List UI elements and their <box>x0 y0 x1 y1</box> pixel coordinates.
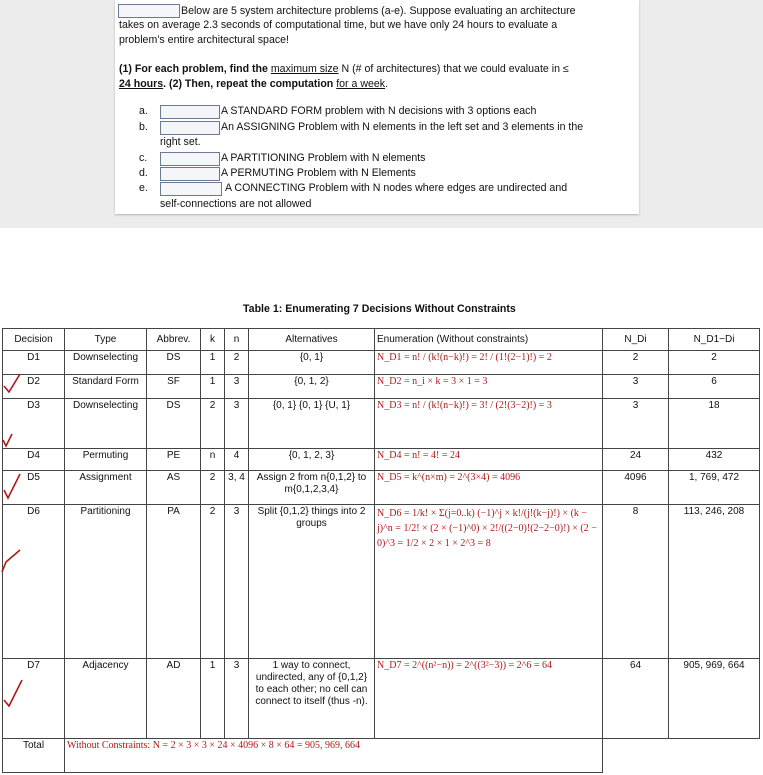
ndi-cell: 3 <box>603 375 669 399</box>
problem-text-c: A PARTITIONING Problem with N elements <box>221 152 426 164</box>
ndi-cell: 64 <box>603 659 669 739</box>
problem-letter: b. <box>139 121 148 133</box>
decision-cell: D5 <box>3 471 65 505</box>
check-mark-icon <box>4 474 20 498</box>
header-cell: Decision <box>3 329 65 351</box>
n-cell: 3, 4 <box>225 471 249 505</box>
decision-cell: D4 <box>3 449 65 471</box>
problem-text-e: A CONNECTING Problem with N nodes where edges are undirected and <box>225 182 568 194</box>
check-mark-icon <box>3 434 12 446</box>
problem-letter: d. <box>139 167 148 179</box>
ndi-cell: 8 <box>603 505 669 659</box>
enumeration-cell: N_D5 = k^(n×m) = 2^(3×4) = 4096 <box>375 471 603 505</box>
problem-letter: a. <box>139 105 148 117</box>
question-line-2: 24 hours. (2) Then, repeat the computation for a week. <box>119 78 389 90</box>
problem-text-b: An ASSIGNING Problem with N elements in the left set and 3 elements in the <box>221 121 584 133</box>
enumeration-cell: N_D6 = 1/k! × Σ(j=0..k) (−1)^j × k!/(j!(k−j)!) × (k − j)^n = 1/2! × (2 × (−1)^0) × 2!/((2−0)!(2−2−0)!) × (2 − 0)^3 = 1/2 × 2 × 1 × 2^3 = 8 <box>375 505 603 659</box>
enumeration-cell: N_D3 = n! / (k!(n−k)!) = 3! / (2!(3−2)!) = 3 <box>375 399 603 449</box>
problem-text-e-cont: self-connections are not allowed <box>160 198 312 210</box>
answer-box-e[interactable] <box>160 182 222 196</box>
question-line-1: (1) For each problem, find the maximum size N (# of architectures) that we could evaluate in ≤ <box>119 63 569 75</box>
header-cell: N_Di <box>603 329 669 351</box>
problem-letter: e. <box>139 182 148 194</box>
header-cell: N_D1−Di <box>669 329 760 351</box>
header-cell: Abbrev. <box>147 329 201 351</box>
alternatives-cell: {0, 1, 2, 3} <box>249 449 375 471</box>
alternatives-cell: Split {0,1,2} things into 2 groups <box>249 505 375 659</box>
table-row <box>3 659 760 739</box>
enumeration-table <box>2 328 760 773</box>
table-row <box>3 399 760 449</box>
alternatives-cell: {0, 1} {0, 1} {U, 1} <box>249 399 375 449</box>
table-caption: Table 1: Enumerating 7 Decisions Without Constraints <box>243 303 516 315</box>
type-cell: Downselecting <box>65 399 147 449</box>
n-cell: 3 <box>225 505 249 659</box>
k-cell: 1 <box>201 659 225 739</box>
decision-cell: D6 <box>3 505 65 659</box>
abbrev-cell: AD <box>147 659 201 739</box>
type-cell: Downselecting <box>65 351 147 375</box>
header-cell: Enumeration (Without constraints) <box>375 329 603 351</box>
table-row <box>3 351 760 375</box>
cumulative-cell: 2 <box>669 351 760 375</box>
k-cell: 2 <box>201 399 225 449</box>
k-cell: 2 <box>201 505 225 659</box>
intro-line-2: takes on average 2.3 seconds of computational time, but we have only 24 hours to evaluate a <box>119 19 558 31</box>
check-mark-icon <box>4 680 22 706</box>
cumulative-cell: 113, 246, 208 <box>669 505 760 659</box>
abbrev-cell: DS <box>147 351 201 375</box>
check-mark-icon <box>4 374 20 392</box>
abbrev-cell: PE <box>147 449 201 471</box>
abbrev-cell: AS <box>147 471 201 505</box>
abbrev-cell: SF <box>147 375 201 399</box>
decision-cell: D2 <box>3 375 65 399</box>
problem-text-b-cont: right set. <box>160 136 201 148</box>
k-cell: 1 <box>201 351 225 375</box>
k-cell: 1 <box>201 375 225 399</box>
k-cell: 2 <box>201 471 225 505</box>
decision-cell: D3 <box>3 399 65 449</box>
check-mark-icon <box>2 550 20 572</box>
header-cell: n <box>225 329 249 351</box>
total-label-cell: Total <box>3 739 65 773</box>
abbrev-cell: PA <box>147 505 201 659</box>
enumeration-cell: N_D2 = n_i × k = 3 × 1 = 3 <box>375 375 603 399</box>
table-row <box>3 449 760 471</box>
cumulative-cell: 432 <box>669 449 760 471</box>
alternatives-cell: {0, 1} <box>249 351 375 375</box>
answer-box-b[interactable] <box>160 121 220 135</box>
ndi-cell: 3 <box>603 399 669 449</box>
problem-text-a: A STANDARD FORM problem with N decisions with 3 options each <box>221 105 537 117</box>
table-row <box>3 471 760 505</box>
header-cell: Alternatives <box>249 329 375 351</box>
cumulative-cell: 18 <box>669 399 760 449</box>
total-value-cell: Without Constraints: N = 2 × 3 × 3 × 24 × 4096 × 8 × 64 = 905, 969, 664 <box>65 739 603 773</box>
n-cell: 2 <box>225 351 249 375</box>
decision-cell: D1 <box>3 351 65 375</box>
handwritten-checkmarks <box>0 370 26 710</box>
n-cell: 4 <box>225 449 249 471</box>
n-cell: 3 <box>225 659 249 739</box>
ndi-cell: 24 <box>603 449 669 471</box>
ndi-cell: 2 <box>603 351 669 375</box>
type-cell: Assignment <box>65 471 147 505</box>
table-row <box>3 505 760 659</box>
cumulative-cell: 905, 969, 664 <box>669 659 760 739</box>
answer-input-box[interactable] <box>118 4 180 18</box>
answer-box-d[interactable] <box>160 167 220 181</box>
alternatives-cell: 1 way to connect, undirected, any of {0,1,2} to each other; no cell can connect to itself (thus -n). <box>249 659 375 739</box>
type-cell: Permuting <box>65 449 147 471</box>
intro-line-3: problem’s entire architectural space! <box>119 34 289 46</box>
table-total-row <box>3 739 760 773</box>
answer-box-c[interactable] <box>160 152 220 166</box>
type-cell: Adjacency <box>65 659 147 739</box>
header-cell: Type <box>65 329 147 351</box>
table-header-row <box>3 329 760 351</box>
type-cell: Partitioning <box>65 505 147 659</box>
problem-letter: c. <box>139 152 148 164</box>
alternatives-cell: Assign 2 from n{0,1,2} to m{0,1,2,3,4} <box>249 471 375 505</box>
table-row <box>3 375 760 399</box>
k-cell: n <box>201 449 225 471</box>
problem-text-d: A PERMUTING Problem with N Elements <box>221 167 416 179</box>
cumulative-cell: 6 <box>669 375 760 399</box>
enumeration-cell: N_D7 = 2^((n²−n)) = 2^((3²−3)) = 2^6 = 64 <box>375 659 603 739</box>
answer-box-a[interactable] <box>160 105 220 119</box>
header-cell: k <box>201 329 225 351</box>
enumeration-cell: N_D1 = n! / (k!(n−k)!) = 2! / (1!(2−1)!) = 2 <box>375 351 603 375</box>
alternatives-cell: {0, 1, 2} <box>249 375 375 399</box>
n-cell: 3 <box>225 399 249 449</box>
intro-line-1: Below are 5 system architecture problems (a-e). Suppose evaluating an architecture <box>181 5 576 17</box>
problem-sheet <box>115 0 639 214</box>
abbrev-cell: DS <box>147 399 201 449</box>
decision-cell: D7 <box>3 659 65 739</box>
ndi-cell: 4096 <box>603 471 669 505</box>
cumulative-cell: 1, 769, 472 <box>669 471 760 505</box>
n-cell: 3 <box>225 375 249 399</box>
enumeration-cell: N_D4 = n! = 4! = 24 <box>375 449 603 471</box>
type-cell: Standard Form <box>65 375 147 399</box>
